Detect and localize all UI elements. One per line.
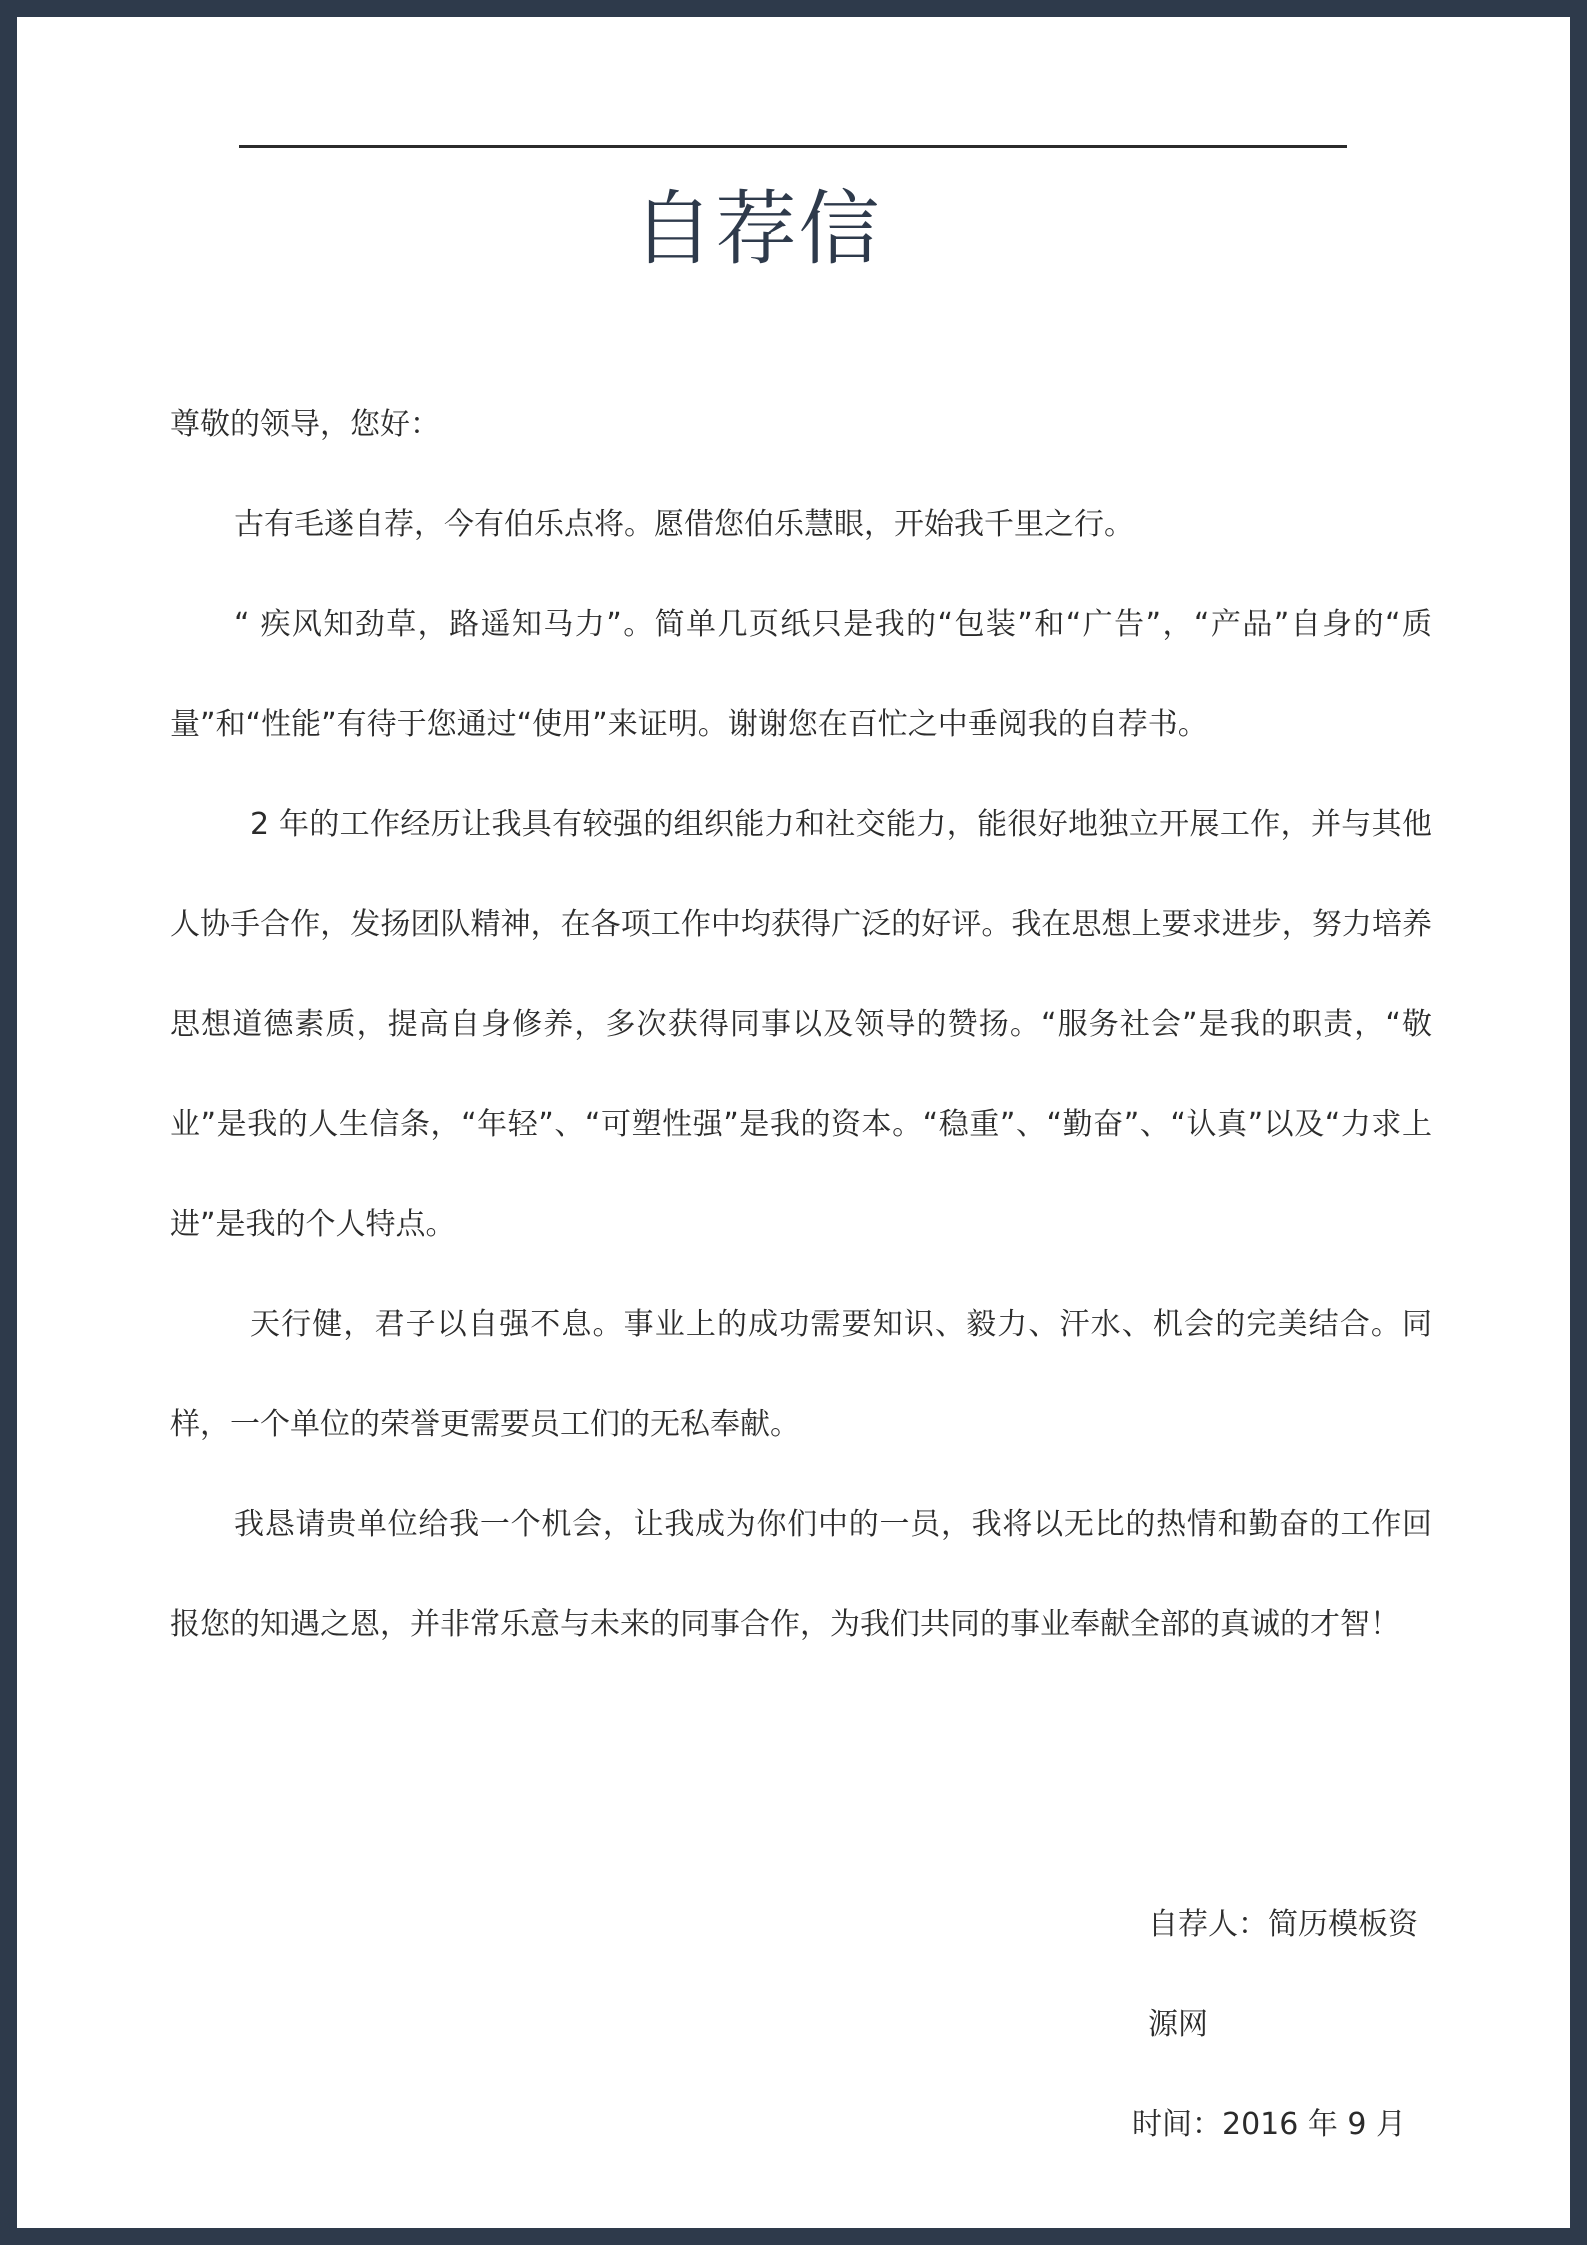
title-rule bbox=[239, 145, 1347, 148]
body-paragraph-3: 2 年的工作经历让我具有较强的组织能力和社交能力，能很好地独立开展工作，并与其他人协手合作，发扬团队精神，在各项工作中均获得广泛的好评。我在思想上要求进步，努力培养思想道德素质，提高自身修养，多次获得同事以及领导的赞扬。“服务社会”是我的职责，“敬业”是我的人生信条，“年轻”、“可塑性强”是我的资本。“稳重”、“勤奋”、“认真”以及“力求上进”是我的个人特点。 bbox=[170, 807, 1432, 1242]
signature-date: 时间：2016 年 9 月 bbox=[1132, 2107, 1407, 2142]
letter-body bbox=[170, 375, 1432, 1675]
body-paragraph-4: 天行健，君子以自强不息。事业上的成功需要知识、毅力、汗水、机会的完美结合。同样，一个单位的荣誉更需要员工们的无私奉献。 bbox=[170, 1307, 1432, 1442]
body-paragraph-2: “ 疾风知劲草，路遥知马力”。简单几页纸只是我的“包装”和“广告”，“产品”自身的“质量”和“性能”有待于您通过“使用”来证明。谢谢您在百忙之中垂阅我的自荐书。 bbox=[170, 607, 1432, 742]
signature-name: 自荐人：简历模板资源网 bbox=[1148, 1907, 1418, 2042]
salutation: 尊敬的领导，您好： bbox=[170, 407, 440, 442]
letter-page bbox=[17, 17, 1570, 2228]
body-paragraph-1: 古有毛遂自荐，今有伯乐点将。愿借您伯乐慧眼，开始我千里之行。 bbox=[234, 507, 1134, 542]
body-paragraph-5: 我恳请贵单位给我一个机会，让我成为你们中的一员，我将以无比的热情和勤奋的工作回报您的知遇之恩，并非常乐意与未来的同事合作，为我们共同的事业奉献全部的真诚的才智！ bbox=[170, 1507, 1432, 1642]
letter-title: 自荐信 bbox=[632, 183, 882, 277]
signature-block bbox=[1132, 1875, 1442, 2175]
